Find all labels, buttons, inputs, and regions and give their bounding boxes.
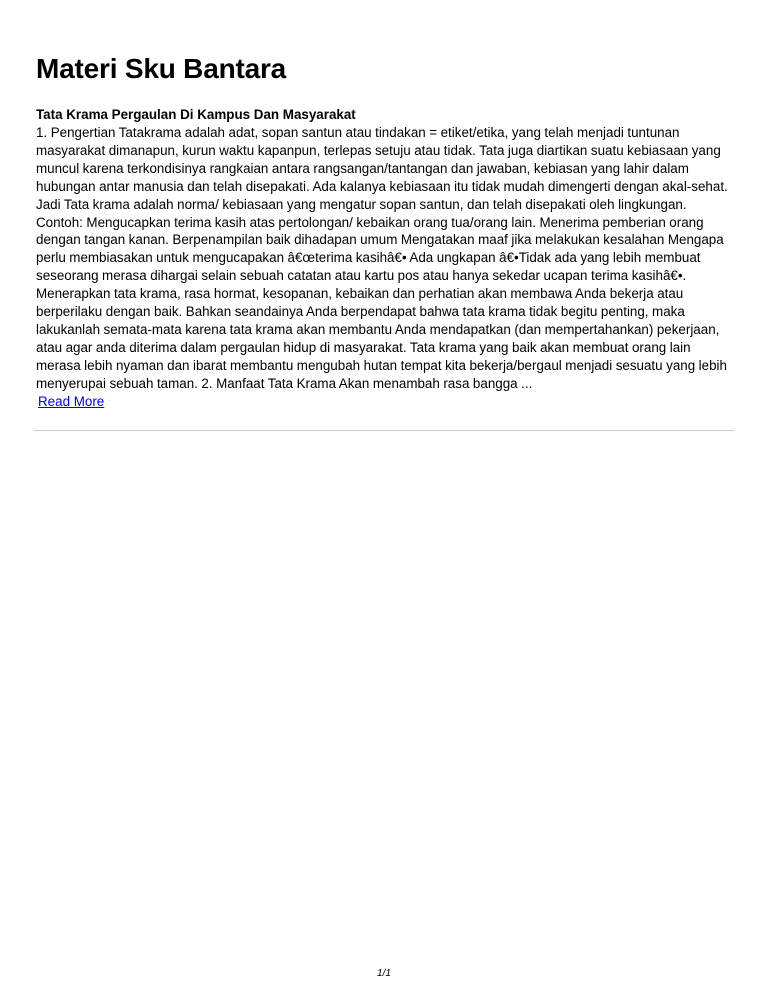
read-more-link[interactable]: Read More <box>38 393 105 409</box>
divider <box>34 430 734 431</box>
article-title: Tata Krama Pergaulan Di Kampus Dan Masyarakat <box>36 107 356 122</box>
article-excerpt: 1. Pengertian Tatakrama adalah adat, sopan santun atau tindakan = etiket/etika, yang telah menjadi tuntunan masyarakat dimanapun, kurun waktu kapanpun, terlepas setuju atau tidak. Tata juga diartikan suatu kebiasaan yang muncul karena terkondisinya rangkaian antara rangsangan/tantangan dan jawaban, kebiasan yang lahir dalam hubungan antar manusia dan telah disepakati. Ada kalanya kebiasaan itu tidak mudah dimengerti dengan akal-sehat. Jadi Tata krama adalah norma/ kebiasaan yang mengatur sopan santun, dan telah disepakati oleh lingkungan. Contoh: Mengucapkan terima kasih atas pertolongan/ kebaikan orang tua/orang lain. Menerima pemberian orang dengan tangan kanan. Berpenampilan baik dihadapan umum Mengatakan maaf jika melakukan kesalahan Mengapa perlu membiasakan untuk mengucapakan â€œterima kasihâ€• Ada ungkapan â€•Tidak ada yang lebih membuat seseorang merasa dihargai selain sebuah catatan atau kartu pos atau hanya sekedar ucapan terima kasihâ€•. Menerapkan tata krama, rasa hormat, kesopanan, kebaikan dan perhatian akan membawa Anda bekerja atau berperilaku dengan baik. Bahkan seandainya Anda berpendapat bahwa tata krama tidak begitu penting, maka lakukanlah semata-mata karena tata krama akan membantu Anda mendapatkan (dan mempertahankan) pekerjaan, atau agar anda diterima dalam pergaulan hidup di masyarakat. Tata krama yang baik akan membuat orang lain merasa lebih nyaman dan ibarat membantu mengubah hutan tempat kita bekerja/bergaul menjadi sesuatu yang lebih menyerupai sebuah taman. 2. Manfaat Tata Krama Akan menambah rasa bangga ... <box>36 125 728 391</box>
page-number: 1/1 <box>377 968 391 979</box>
page-title: Materi Sku Bantara <box>36 53 287 84</box>
article-entry <box>36 106 734 411</box>
